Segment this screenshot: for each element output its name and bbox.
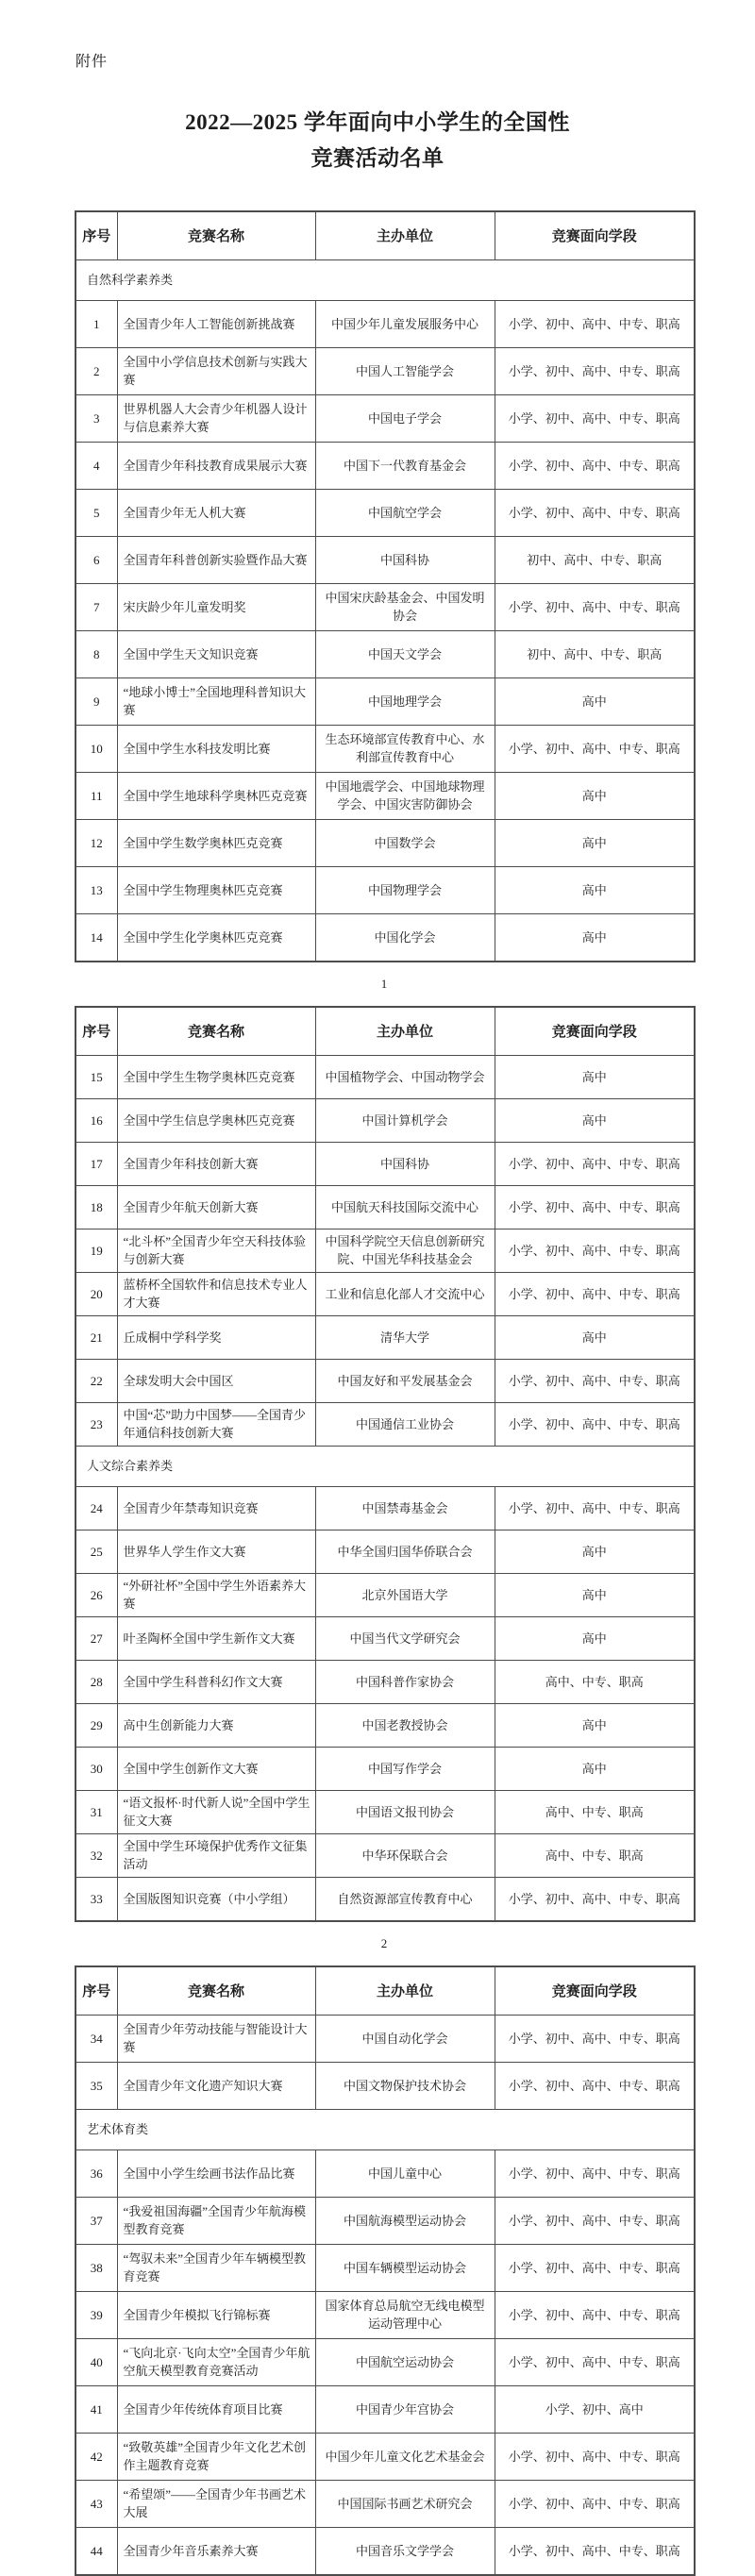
table-row <box>76 536 695 583</box>
competition-name: 全国中小学信息技术创新与实践大赛 <box>117 347 315 394</box>
table-row <box>76 2291 695 2338</box>
table-row <box>76 442 695 489</box>
target-stage: 小学、初中、高中、中专、职高 <box>495 1402 695 1446</box>
competition-name: 全国中学生科普科幻作文大赛 <box>117 1660 315 1703</box>
target-stage: 小学、初中、高中、中专、职高 <box>495 2338 695 2385</box>
competition-name: “语文报杯·时代新人说”全国中学生征文大赛 <box>117 1790 315 1833</box>
competition-name: 全国中学生信息学奥林匹克竞赛 <box>117 1098 315 1142</box>
table-row <box>76 347 695 394</box>
organizer: 中国电子学会 <box>315 394 495 442</box>
table-row <box>76 1315 695 1359</box>
organizer: 中国科普作家协会 <box>315 1660 495 1703</box>
row-index: 34 <box>76 2015 117 2062</box>
competitions-table-page-1 <box>75 210 696 962</box>
target-stage: 小学、初中、高中、中专、职高 <box>495 2480 695 2527</box>
table-row <box>76 2385 695 2433</box>
row-index: 31 <box>76 1790 117 1833</box>
table-header-row <box>76 1007 695 1056</box>
row-index: 5 <box>76 489 117 536</box>
organizer: 中国当代文学研究会 <box>315 1616 495 1660</box>
organizer: 中国航空运动协会 <box>315 2338 495 2385</box>
page-title-line-1: 2022—2025 学年面向中小学生的全国性 <box>185 110 570 134</box>
table-row <box>76 1573 695 1616</box>
row-index: 28 <box>76 1660 117 1703</box>
table-row <box>76 1616 695 1660</box>
row-index: 41 <box>76 2385 117 2433</box>
header-organizer: 主办单位 <box>315 1966 495 2016</box>
organizer: 中国通信工业协会 <box>315 1402 495 1446</box>
target-stage: 小学、初中、高中、中专、职高 <box>495 583 695 630</box>
organizer: 中国车辆模型运动协会 <box>315 2244 495 2291</box>
target-stage: 高中 <box>495 1616 695 1660</box>
target-stage: 小学、初中、高中 <box>495 2385 695 2433</box>
row-index: 44 <box>76 2527 117 2575</box>
row-index: 1 <box>76 300 117 347</box>
target-stage: 小学、初中、高中、中专、职高 <box>495 2197 695 2244</box>
organizer: 中国儿童中心 <box>315 2149 495 2197</box>
competition-name: 全国青少年禁毒知识竞赛 <box>117 1486 315 1530</box>
target-stage: 高中 <box>495 1055 695 1098</box>
row-index: 39 <box>76 2291 117 2338</box>
target-stage: 高中、中专、职高 <box>495 1833 695 1877</box>
target-stage: 小学、初中、高中、中专、职高 <box>495 2149 695 2197</box>
competition-name: 全国版图知识竞赛（中小学组） <box>117 1877 315 1921</box>
target-stage: 小学、初中、高中、中专、职高 <box>495 300 695 347</box>
category-row <box>76 2109 695 2149</box>
table-row <box>76 2197 695 2244</box>
target-stage: 小学、初中、高中、中专、职高 <box>495 442 695 489</box>
target-stage: 高中、中专、职高 <box>495 1790 695 1833</box>
page-number-2: 2 <box>380 1935 388 1950</box>
target-stage: 小学、初中、高中、中专、职高 <box>495 1272 695 1315</box>
table-header-row <box>76 1966 695 2016</box>
table-row <box>76 772 695 819</box>
table-row <box>76 2015 695 2062</box>
header-competition-name: 竞赛名称 <box>117 1966 315 2016</box>
table-row <box>76 1790 695 1833</box>
competition-name: 全国青少年无人机大赛 <box>117 489 315 536</box>
target-stage: 小学、初中、高中、中专、职高 <box>495 2433 695 2480</box>
row-index: 23 <box>76 1402 117 1446</box>
competition-name: 全国青年科普创新实验暨作品大赛 <box>117 536 315 583</box>
organizer: 工业和信息化部人才交流中心 <box>315 1272 495 1315</box>
organizer: 中国科协 <box>315 1142 495 1185</box>
competition-name: “致敬英雄”全国青少年文化艺术创作主题教育竞赛 <box>117 2433 315 2480</box>
row-index: 42 <box>76 2433 117 2480</box>
header-organizer: 主办单位 <box>315 1007 495 1056</box>
page-number-1: 1 <box>380 976 388 991</box>
target-stage: 高中 <box>495 913 695 962</box>
organizer: 中国下一代教育基金会 <box>315 442 495 489</box>
competition-name: “飞向北京·飞向太空”全国青少年航空航天模型教育竞赛活动 <box>117 2338 315 2385</box>
organizer: 中华全国归国华侨联合会 <box>315 1530 495 1573</box>
organizer: 中国数学会 <box>315 819 495 866</box>
row-index: 22 <box>76 1359 117 1402</box>
organizer: 中国老教授协会 <box>315 1703 495 1747</box>
organizer: 清华大学 <box>315 1315 495 1359</box>
target-stage: 小学、初中、高中、中专、职高 <box>495 2062 695 2109</box>
organizer: 中国航天科技国际交流中心 <box>315 1185 495 1229</box>
table-row <box>76 2527 695 2575</box>
row-index: 38 <box>76 2244 117 2291</box>
target-stage: 初中、高中、中专、职高 <box>495 536 695 583</box>
header-competition-name: 竞赛名称 <box>117 1007 315 1056</box>
target-stage: 高中 <box>495 1703 695 1747</box>
competition-name: “我爱祖国海疆”全国青少年航海模型教育竞赛 <box>117 2197 315 2244</box>
row-index: 33 <box>76 1877 117 1921</box>
row-index: 43 <box>76 2480 117 2527</box>
target-stage: 高中 <box>495 1573 695 1616</box>
organizer: 自然资源部宣传教育中心 <box>315 1877 495 1921</box>
competition-name: “北斗杯”全国青少年空天科技体验与创新大赛 <box>117 1229 315 1272</box>
target-stage: 小学、初中、高中、中专、职高 <box>495 1229 695 1272</box>
competition-name: 全球发明大会中国区 <box>117 1359 315 1402</box>
row-index: 2 <box>76 347 117 394</box>
target-stage: 小学、初中、高中、中专、职高 <box>495 1142 695 1185</box>
competition-name: 全国中学生物理奥林匹克竞赛 <box>117 866 315 913</box>
target-stage: 高中 <box>495 819 695 866</box>
organizer: 中国自动化学会 <box>315 2015 495 2062</box>
target-stage: 小学、初中、高中、中专、职高 <box>495 489 695 536</box>
organizer: 生态环境部宣传教育中心、水利部宣传教育中心 <box>315 725 495 772</box>
competition-name: 全国青少年航天创新大赛 <box>117 1185 315 1229</box>
row-index: 17 <box>76 1142 117 1185</box>
competition-name: 全国中学生地球科学奥林匹克竞赛 <box>117 772 315 819</box>
organizer: 中国少年儿童文化艺术基金会 <box>315 2433 495 2480</box>
header-index: 序号 <box>76 1007 117 1056</box>
table-row <box>76 913 695 962</box>
competition-name: 全国中学生水科技发明比赛 <box>117 725 315 772</box>
target-stage: 小学、初中、高中、中专、职高 <box>495 1185 695 1229</box>
target-stage: 小学、初中、高中、中专、职高 <box>495 347 695 394</box>
row-index: 3 <box>76 394 117 442</box>
row-index: 29 <box>76 1703 117 1747</box>
competition-name: 全国青少年科技创新大赛 <box>117 1142 315 1185</box>
page-title-line-2: 竞赛活动名单 <box>310 145 445 170</box>
target-stage: 小学、初中、高中、中专、职高 <box>495 394 695 442</box>
organizer: 中国文物保护技术协会 <box>315 2062 495 2109</box>
category-label: 人文综合素养类 <box>76 1446 695 1486</box>
organizer: 中国科学院空天信息创新研究院、中国光华科技基金会 <box>315 1229 495 1272</box>
competitions-table-page-3 <box>75 1965 696 2576</box>
target-stage: 小学、初中、高中、中专、职高 <box>495 2244 695 2291</box>
row-index: 40 <box>76 2338 117 2385</box>
organizer: 中国禁毒基金会 <box>315 1486 495 1530</box>
target-stage: 高中 <box>495 1315 695 1359</box>
row-index: 35 <box>76 2062 117 2109</box>
row-index: 14 <box>76 913 117 962</box>
row-index: 13 <box>76 866 117 913</box>
competition-name: 全国青少年文化遗产知识大赛 <box>117 2062 315 2109</box>
competition-name: 蓝桥杯全国软件和信息技术专业人才大赛 <box>117 1272 315 1315</box>
table-row <box>76 1660 695 1703</box>
header-target-stage: 竞赛面向学段 <box>495 1966 695 2016</box>
header-competition-name: 竞赛名称 <box>117 211 315 260</box>
row-index: 19 <box>76 1229 117 1272</box>
row-index: 36 <box>76 2149 117 2197</box>
competition-name: 全国青少年模拟飞行锦标赛 <box>117 2291 315 2338</box>
row-index: 37 <box>76 2197 117 2244</box>
row-index: 25 <box>76 1530 117 1573</box>
target-stage: 小学、初中、高中、中专、职高 <box>495 725 695 772</box>
category-row <box>76 1446 695 1486</box>
header-index: 序号 <box>76 211 117 260</box>
competition-name: 全国中学生生物学奥林匹克竞赛 <box>117 1055 315 1098</box>
target-stage: 小学、初中、高中、中专、职高 <box>495 2291 695 2338</box>
organizer: 北京外国语大学 <box>315 1573 495 1616</box>
table-row <box>76 866 695 913</box>
target-stage: 高中 <box>495 677 695 725</box>
table-row <box>76 2149 695 2197</box>
row-index: 20 <box>76 1272 117 1315</box>
organizer: 中国植物学会、中国动物学会 <box>315 1055 495 1098</box>
competition-name: 全国青少年传统体育项目比赛 <box>117 2385 315 2433</box>
row-index: 32 <box>76 1833 117 1877</box>
competition-name: “地球小博士”全国地理科普知识大赛 <box>117 677 315 725</box>
competition-name: 全国中学生化学奥林匹克竞赛 <box>117 913 315 962</box>
competition-name: 全国青少年人工智能创新挑战赛 <box>117 300 315 347</box>
row-index: 16 <box>76 1098 117 1142</box>
header-target-stage: 竞赛面向学段 <box>495 1007 695 1056</box>
table-row <box>76 1185 695 1229</box>
attachment-label: 附件 <box>76 54 109 70</box>
organizer: 中国宋庆龄基金会、中国发明协会 <box>315 583 495 630</box>
table-row <box>76 1877 695 1921</box>
competition-name: 全国中学生数学奥林匹克竞赛 <box>117 819 315 866</box>
row-index: 4 <box>76 442 117 489</box>
competition-name: 高中生创新能力大赛 <box>117 1703 315 1747</box>
table-row <box>76 1833 695 1877</box>
table-row <box>76 394 695 442</box>
header-target-stage: 竞赛面向学段 <box>495 211 695 260</box>
organizer: 国家体育总局航空无线电模型运动管理中心 <box>315 2291 495 2338</box>
competition-name: “驾驭未来”全国青少年车辆模型教育竞赛 <box>117 2244 315 2291</box>
organizer: 中国化学会 <box>315 913 495 962</box>
competition-name: 全国中学生环境保护优秀作文征集活动 <box>117 1833 315 1877</box>
competition-name: “希望颂”——全国青少年书画艺术大展 <box>117 2480 315 2527</box>
competition-name: 丘成桐中学科学奖 <box>117 1315 315 1359</box>
organizer: 中国音乐文学学会 <box>315 2527 495 2575</box>
organizer: 中国天文学会 <box>315 630 495 677</box>
table-row <box>76 819 695 866</box>
organizer: 中国国际书画艺术研究会 <box>315 2480 495 2527</box>
organizer: 中国物理学会 <box>315 866 495 913</box>
header-organizer: 主办单位 <box>315 211 495 260</box>
competition-name: “外研社杯”全国中学生外语素养大赛 <box>117 1573 315 1616</box>
table-row <box>76 725 695 772</box>
spacer <box>0 176 755 210</box>
row-index: 21 <box>76 1315 117 1359</box>
row-index: 18 <box>76 1185 117 1229</box>
target-stage: 高中 <box>495 1747 695 1790</box>
table-row <box>76 2480 695 2527</box>
organizer: 中国地理学会 <box>315 677 495 725</box>
row-index: 7 <box>76 583 117 630</box>
table-row <box>76 489 695 536</box>
target-stage: 高中 <box>495 1530 695 1573</box>
target-stage: 小学、初中、高中、中专、职高 <box>495 2015 695 2062</box>
table-row <box>76 583 695 630</box>
table-row <box>76 300 695 347</box>
organizer: 中国青少年宫协会 <box>315 2385 495 2433</box>
table-row <box>76 1142 695 1185</box>
category-label: 艺术体育类 <box>76 2109 695 2149</box>
competition-name: 全国中学生创新作文大赛 <box>117 1747 315 1790</box>
table-row <box>76 1229 695 1272</box>
table-row <box>76 1486 695 1530</box>
competition-name: 全国青少年音乐素养大赛 <box>117 2527 315 2575</box>
table-row <box>76 630 695 677</box>
organizer: 中国航海模型运动协会 <box>315 2197 495 2244</box>
organizer: 中国少年儿童发展服务中心 <box>315 300 495 347</box>
target-stage: 初中、高中、中专、职高 <box>495 630 695 677</box>
organizer: 中国地震学会、中国地球物理学会、中国灾害防御协会 <box>315 772 495 819</box>
table-row <box>76 1055 695 1098</box>
table-header-row <box>76 211 695 260</box>
competition-name: 全国青少年科技教育成果展示大赛 <box>117 442 315 489</box>
row-index: 6 <box>76 536 117 583</box>
table-row <box>76 1098 695 1142</box>
table-row <box>76 2338 695 2385</box>
row-index: 9 <box>76 677 117 725</box>
organizer: 中国友好和平发展基金会 <box>315 1359 495 1402</box>
category-label: 自然科学素养类 <box>76 259 695 300</box>
table-row <box>76 2244 695 2291</box>
row-index: 27 <box>76 1616 117 1660</box>
row-index: 30 <box>76 1747 117 1790</box>
competitions-table-page-2 <box>75 1006 696 1922</box>
table-row <box>76 2062 695 2109</box>
target-stage: 高中 <box>495 866 695 913</box>
competition-name: 全国中学生天文知识竞赛 <box>117 630 315 677</box>
table-row <box>76 1272 695 1315</box>
competition-name: 叶圣陶杯全国中学生新作文大赛 <box>117 1616 315 1660</box>
table-row <box>76 677 695 725</box>
row-index: 24 <box>76 1486 117 1530</box>
table-row <box>76 1359 695 1402</box>
table-row <box>76 1747 695 1790</box>
organizer: 中国人工智能学会 <box>315 347 495 394</box>
competition-name: 宋庆龄少年儿童发明奖 <box>117 583 315 630</box>
table-row <box>76 1703 695 1747</box>
organizer: 中国语文报刊协会 <box>315 1790 495 1833</box>
target-stage: 小学、初中、高中、中专、职高 <box>495 1359 695 1402</box>
organizer: 中国计算机学会 <box>315 1098 495 1142</box>
header-index: 序号 <box>76 1966 117 2016</box>
target-stage: 高中 <box>495 772 695 819</box>
table-row <box>76 1530 695 1573</box>
organizer: 中国航空学会 <box>315 489 495 536</box>
page-title <box>0 105 755 176</box>
competition-name: 中国“芯”助力中国梦——全国青少年通信科技创新大赛 <box>117 1402 315 1446</box>
competition-name: 世界机器人大会青少年机器人设计与信息素养大赛 <box>117 394 315 442</box>
row-index: 12 <box>76 819 117 866</box>
row-index: 15 <box>76 1055 117 1098</box>
competition-name: 全国中小学生绘画书法作品比赛 <box>117 2149 315 2197</box>
category-row <box>76 259 695 300</box>
organizer: 中国科协 <box>315 536 495 583</box>
competition-name: 全国青少年劳动技能与智能设计大赛 <box>117 2015 315 2062</box>
target-stage: 小学、初中、高中、中专、职高 <box>495 2527 695 2575</box>
organizer: 中华环保联合会 <box>315 1833 495 1877</box>
row-index: 8 <box>76 630 117 677</box>
target-stage: 高中 <box>495 1098 695 1142</box>
competition-name: 世界华人学生作文大赛 <box>117 1530 315 1573</box>
target-stage: 小学、初中、高中、中专、职高 <box>495 1486 695 1530</box>
target-stage: 高中、中专、职高 <box>495 1660 695 1703</box>
row-index: 11 <box>76 772 117 819</box>
row-index: 26 <box>76 1573 117 1616</box>
target-stage: 小学、初中、高中、中专、职高 <box>495 1877 695 1921</box>
table-row <box>76 1402 695 1446</box>
table-row <box>76 2433 695 2480</box>
organizer: 中国写作学会 <box>315 1747 495 1790</box>
row-index: 10 <box>76 725 117 772</box>
